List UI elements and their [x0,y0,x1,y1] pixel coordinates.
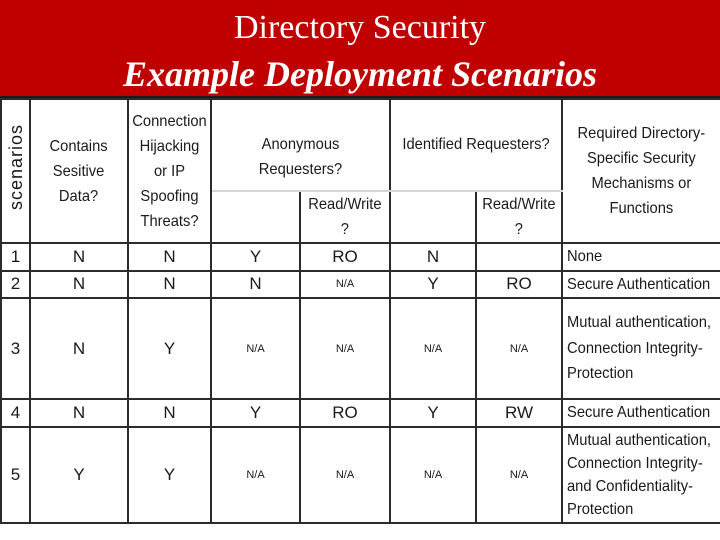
cell-mechanism: Secure Authentication [562,399,720,427]
cell-sensitive: N [30,399,128,427]
cell-hijack: N [128,243,211,271]
table-row [1,427,720,523]
scenario-table-wrapper [0,98,720,522]
header-ident-read-write: Read/Write ? [476,191,562,243]
cell-ident: Y [390,271,476,299]
header-scenarios: scenarios [1,99,30,243]
cell-anon-rw: RO [300,399,390,427]
row-number: 2 [1,271,30,299]
cell-sensitive: N [30,271,128,299]
slide-subtitle: Example Deployment Scenarios [123,54,597,94]
table-row [1,271,720,299]
row-number: 1 [1,243,30,271]
row-number: 3 [1,298,30,399]
cell-hijack: Y [128,427,211,523]
header-anon-blank [211,191,300,243]
cell-ident: N/A [390,298,476,399]
cell-anon-rw: RO [300,243,390,271]
table-row [1,243,720,271]
table-row [1,298,720,399]
cell-hijack: Y [128,298,211,399]
cell-sensitive: N [30,298,128,399]
cell-ident-rw: N/A [476,427,562,523]
cell-sensitive: Y [30,427,128,523]
cell-ident: N/A [390,427,476,523]
table-row [1,399,720,427]
cell-ident: Y [390,399,476,427]
cell-anon: N/A [211,298,300,399]
header-sensitive-data: Contains Sesitive Data? [30,99,128,243]
cell-anon: N/A [211,427,300,523]
cell-mechanism: None [562,243,720,271]
cell-mechanism: Secure Authentication [562,271,720,299]
cell-mechanism: Mutual authentication, Connection Integrity- and Confidentiality- Protection [562,427,720,523]
cell-anon-rw: N/A [300,427,390,523]
cell-anon-rw: N/A [300,298,390,399]
cell-ident: N [390,243,476,271]
cell-ident-rw [476,243,562,271]
cell-anon-rw: N/A [300,271,390,299]
header-required-mechanisms: Required Directory- Specific Security Mechanisms or Functions [562,99,720,243]
cell-hijack: N [128,399,211,427]
header-anonymous-requesters: Anonymous Requesters? [211,99,390,191]
row-number: 5 [1,427,30,523]
header-identified-requesters: Identified Requesters? [390,99,562,191]
cell-anon: N [211,271,300,299]
slide-title: Directory Security [233,9,487,46]
cell-anon: Y [211,243,300,271]
cell-ident-rw: N/A [476,298,562,399]
cell-sensitive: N [30,243,128,271]
scenario-table [0,98,720,524]
cell-ident-rw: RW [476,399,562,427]
header-anon-read-write: Read/Write ? [300,191,390,243]
cell-hijack: N [128,271,211,299]
header-ident-blank [390,191,476,243]
cell-anon: Y [211,399,300,427]
cell-mechanism: Mutual authentication, Connection Integrity- Protection [562,298,720,399]
row-number: 4 [1,399,30,427]
cell-ident-rw: RO [476,271,562,299]
header-hijacking-threats: Connection Hijacking or IP Spoofing Threats? [128,99,211,243]
